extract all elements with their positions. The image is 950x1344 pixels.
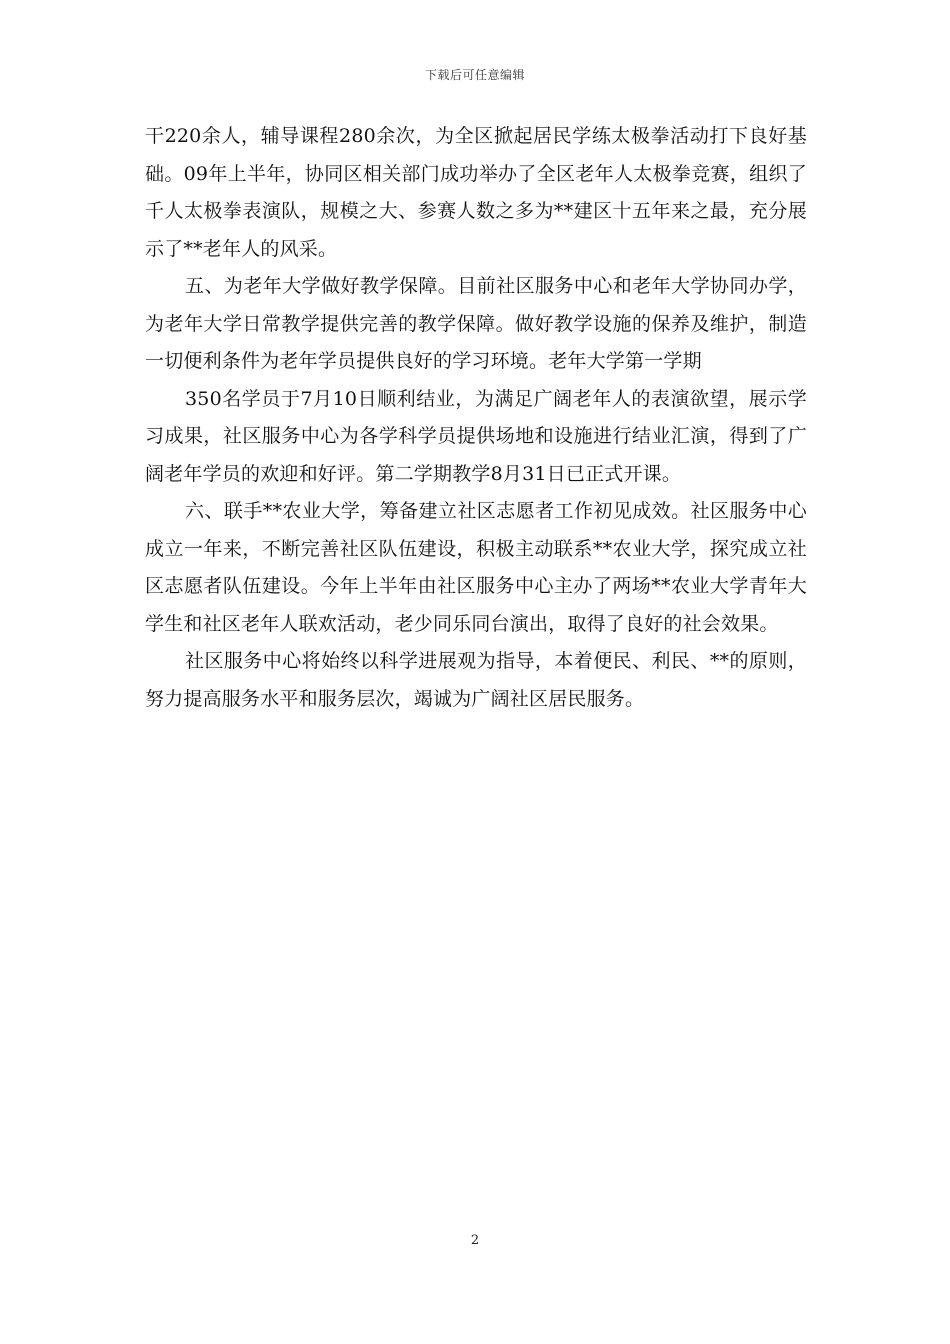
page-number: 2 xyxy=(470,1233,480,1248)
paragraph-4-line-3: 区志愿者队伍建设。今年上半年由社区服务中心主办了两场**农业大学青年大 xyxy=(145,575,807,597)
paragraph-4-line-2: 成立一年来，不断完善社区队伍建设，积极主动联系**农业大学，探究成立社 xyxy=(145,537,807,560)
paragraph-3-line-1: 350名学员于7月10日顺利结业，为满足广阔老年人的表演欲望，展示学 xyxy=(185,387,807,410)
paragraph-4-line-1: 六、联手**农业大学，筹备建立社区志愿者工作初见成效。社区服务中心 xyxy=(185,500,807,522)
paragraph-3-line-2: 习成果，社区服务中心为各学科学员提供场地和设施进行结业汇演，得到了广 xyxy=(145,425,807,447)
paragraph-1-line-4: 示了**老年人的风采。 xyxy=(145,237,338,260)
page-header: 下载后可任意编辑 xyxy=(424,68,525,82)
paragraph-2-line-1: 五、为老年大学做好教学保障。目前社区服务中心和老年大学协同办学， xyxy=(185,275,807,297)
paragraph-4-line-4: 学生和社区老年人联欢活动，老少同乐同台演出，取得了良好的社会效果。 xyxy=(145,612,779,635)
paragraph-1-line-1: 干220余人，辅导课程280余次，为全区掀起居民学练太极拳活动打下良好基 xyxy=(145,125,807,147)
paragraph-5-line-2: 努力提高服务水平和服务层次，竭诚为广阔社区居民服务。 xyxy=(145,687,645,710)
paragraph-3-line-3: 阔老年学员的欢迎和好评。第二学期教学8月31日已正式开课。 xyxy=(145,462,682,485)
paragraph-5-line-1: 社区服务中心将始终以科学进展观为指导，本着便民、利民、**的原则， xyxy=(185,650,807,672)
paragraph-1-line-2: 础。09年上半年，协同区相关部门成功举办了全区老年人太极拳竞赛，组织了 xyxy=(145,162,807,185)
paragraph-2-line-2: 为老年大学日常教学提供完善的教学保障。做好教学设施的保养及维护，制造 xyxy=(145,312,807,335)
document-body xyxy=(145,118,807,718)
paragraph-1-line-3: 千人太极拳表演队，规模之大、参赛人数之多为**建区十五年来之最，充分展 xyxy=(145,200,807,222)
paragraph-2-line-3: 一切便利条件为老年学员提供良好的学习环境。老年大学第一学期 xyxy=(145,350,702,372)
